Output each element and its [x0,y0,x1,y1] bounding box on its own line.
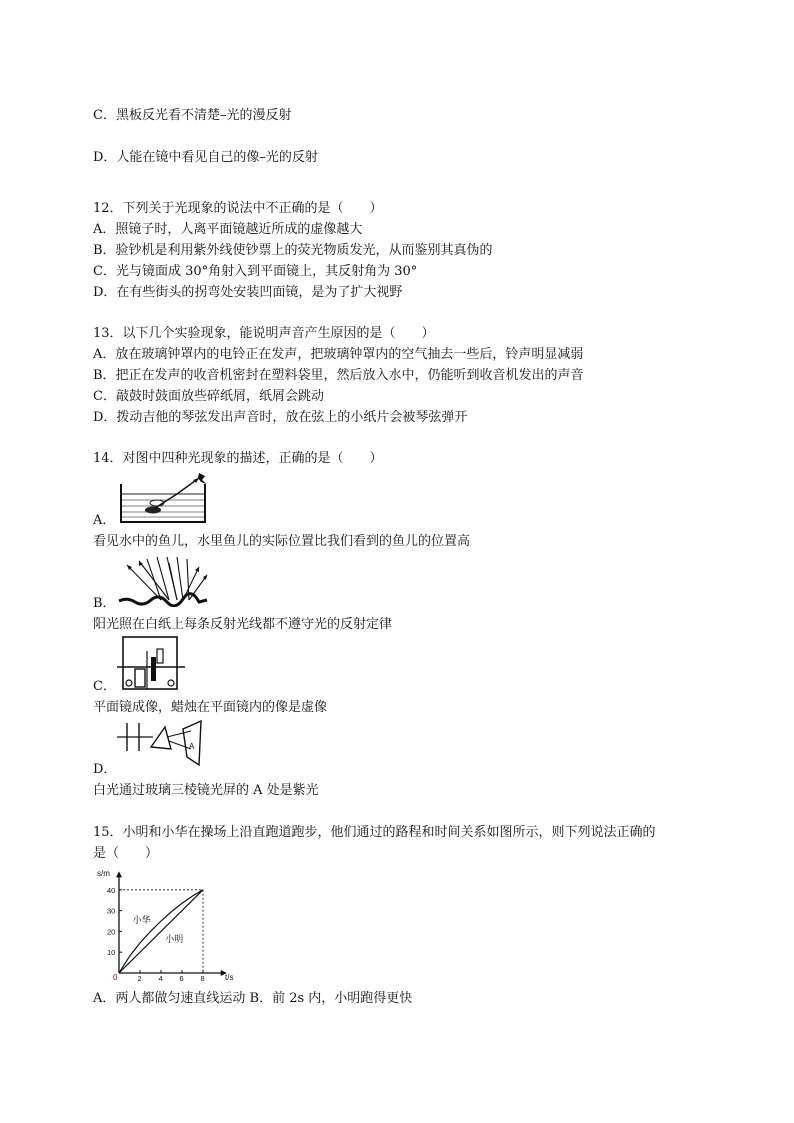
q15-options-line: A．两人都做匀速直线运动 B．前 2s 内，小明跑得更快 [93,991,413,1006]
figure-diffuse-reflection [117,555,217,607]
q12-stem: 12．下列关于光现象的说法中不正确的是（ ） [93,201,383,216]
figure-fish-refraction [117,470,217,526]
y-axis-label: s/m [97,869,110,878]
series-line-1 [119,890,203,973]
q14-option-d-text: 白光通过玻璃三棱镜光屏的 A 处是紫光 [93,783,319,798]
q14-option-a-letter: A． [93,513,116,528]
x-tick-label: 4 [158,974,163,983]
series-label-1: 小明 [165,933,184,944]
y-axis-arrow [116,871,122,877]
x-tick-label: 2 [137,974,142,983]
q13-stem: 13．以下几个实验现象，能说明声音产生原因的是（ ） [93,326,435,341]
st-graph [93,866,243,986]
figure-prism-dispersion [117,719,207,769]
q14-option-c-text: 平面镜成像，蜡烛在平面镜内的像是虚像 [93,700,328,715]
origin-label: 0 [113,973,118,982]
svg-text:A: A [189,742,195,751]
q14-option-d-letter: D． [93,762,117,777]
y-tick-label: 30 [107,906,116,916]
q13-option-b: B．把正在发声的收音机密封在塑料袋里，然后放入水中，仍能听到收音机发出的声音 [93,368,584,383]
q14-stem: 14．对图中四种光现象的描述，正确的是（ ） [93,451,383,466]
figure-plane-mirror [117,633,187,695]
x-tick-label: 8 [200,974,205,983]
q14-option-a-text: 看见水中的鱼儿，水里鱼儿的实际位置比我们看到的鱼儿的位置高 [93,534,471,549]
q12-option-b: B．验钞机是利用紫外线使钞票上的荧光物质发光，从而鉴别其真伪的 [93,243,493,258]
x-tick-label: 6 [179,974,184,983]
prev-option-d: D．人能在镜中看见自己的像–光的反射 [93,150,318,165]
q13-option-a: A．放在玻璃钟罩内的电铃正在发声，把玻璃钟罩内的空气抽去一些后，铃声明显减弱 [93,347,584,362]
y-tick-label: 10 [107,948,116,958]
x-axis-label: t/s [225,973,234,982]
y-tick-label: 20 [107,927,116,937]
q14-option-b-text: 阳光照在白纸上每条反射光线都不遵守光的反射定律 [93,617,393,632]
q14-option-b-letter: B． [93,596,116,611]
q12-option-d: D．在有些街头的拐弯处安装凹面镜，是为了扩大视野 [93,285,403,300]
q12-option-c: C．光与镜面成 30°角射入到平面镜上，其反射角为 30° [93,264,418,279]
q14-option-c-letter: C． [93,679,116,694]
prev-option-c: C．黑板反光看不清楚–光的漫反射 [93,108,292,123]
q13-option-d: D．拨动吉他的琴弦发出声音时，放在弦上的小纸片会被琴弦弹开 [93,410,468,425]
q12-option-a: A．照镜子时，人离平面镜越近所成的虚像越大 [93,222,363,237]
y-tick-label: 40 [107,885,116,895]
q15-stem-line2: 是（ ） [93,846,159,861]
series-label-0: 小华 [132,915,151,926]
st-graph-svg [93,866,243,986]
q13-option-c: C．敲鼓时鼓面放些碎纸屑，纸屑会跳动 [93,389,324,404]
q15-stem-line1: 15．小明和小华在操场上沿直跑道跑步，他们通过的路程和时间关系如图所示，则下列说法正确的 [93,825,656,840]
